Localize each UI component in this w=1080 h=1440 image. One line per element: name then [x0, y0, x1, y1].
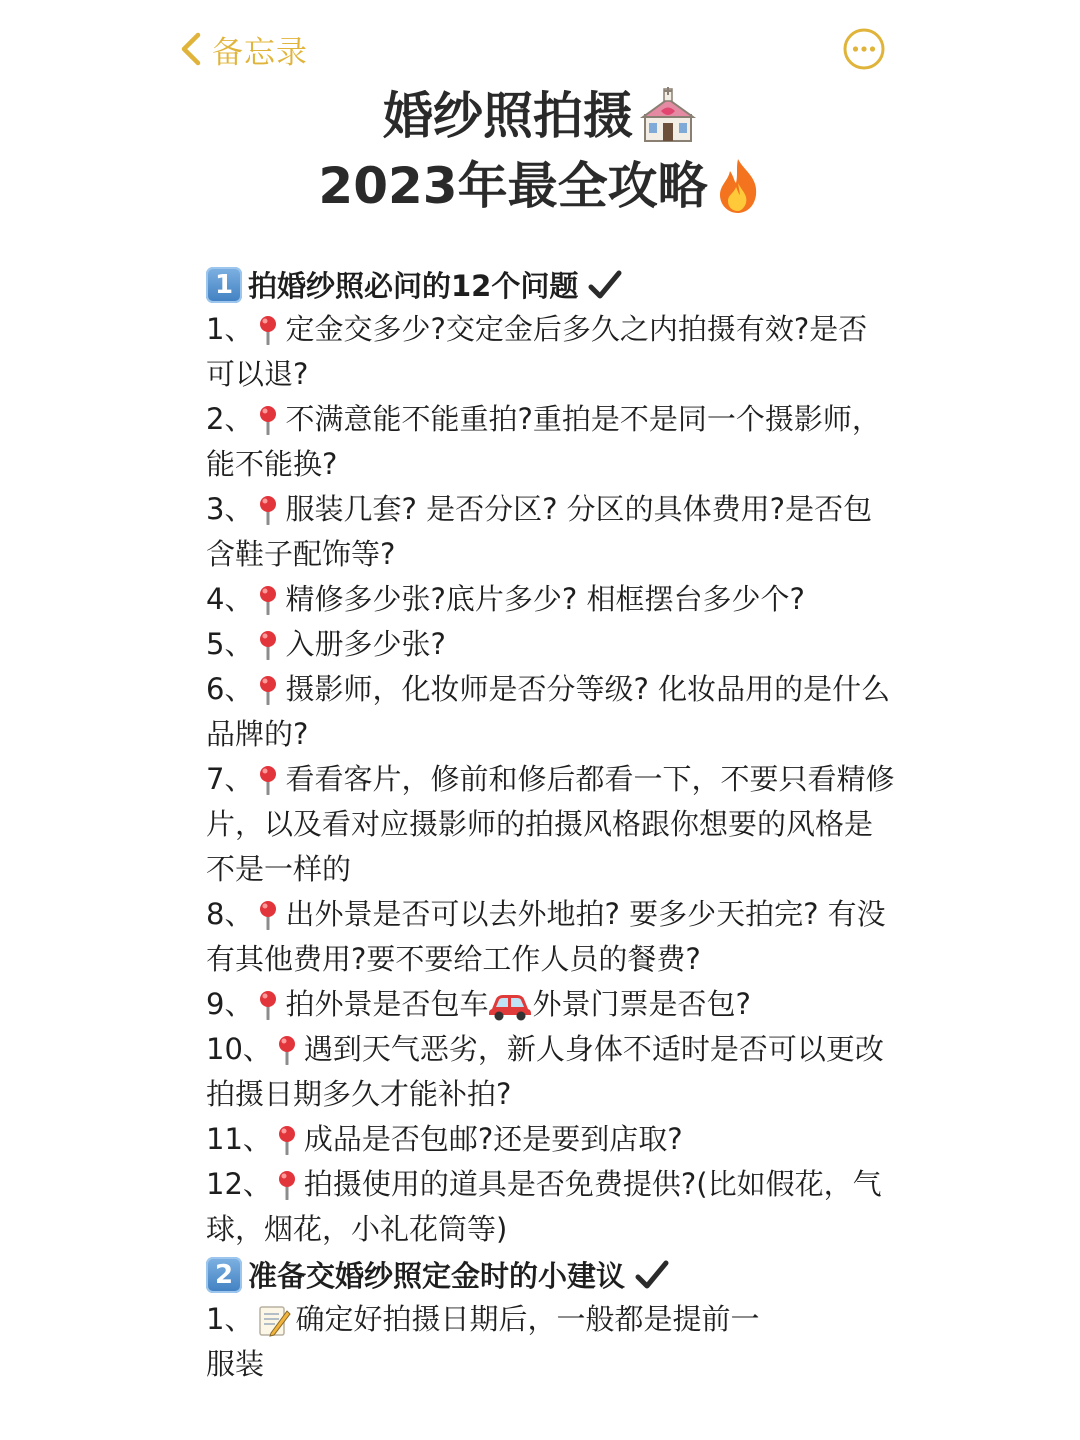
car-icon: [488, 989, 532, 1021]
round-pushpin-icon: [257, 765, 279, 795]
check-mark-icon: [588, 270, 622, 300]
round-pushpin-icon: [257, 630, 279, 660]
list-item: 10、 遇到天气恶劣，新人身体不适时是否可以更改拍摄日期多久才能补拍?: [206, 1032, 884, 1111]
more-options-icon: [842, 27, 886, 71]
more-options-button[interactable]: [842, 27, 886, 71]
fire-icon: [714, 157, 762, 215]
list-item: 8、 出外景是否可以去外地拍? 要多少天拍完? 有没有其他费用?要不要给工作人员的餐费?: [206, 897, 886, 976]
round-pushpin-icon: [276, 1125, 298, 1155]
round-pushpin-icon: [257, 495, 279, 525]
navbar: [0, 0, 1080, 90]
title-text-1: 婚纱照拍摄: [383, 87, 633, 145]
keycap-two-icon: 2: [206, 1257, 242, 1293]
list-item: 1、 确定好拍摄日期后，一般都是提前一 服装: [206, 1297, 896, 1387]
round-pushpin-icon: [257, 900, 279, 930]
title-line-1: [0, 82, 1080, 150]
round-pushpin-icon: [276, 1170, 298, 1200]
list-item: 4、 精修多少张?底片多少? 相框摆台多少个?: [206, 582, 805, 616]
note-body: [206, 262, 896, 1387]
round-pushpin-icon: [257, 315, 279, 345]
section-heading-2: [206, 1252, 896, 1297]
list-item: 2、 不满意能不能重拍?重拍是不是同一个摄影师，能不能换?: [206, 402, 881, 481]
round-pushpin-icon: [276, 1035, 298, 1065]
back-label: 备忘录: [212, 34, 308, 71]
note-title: [0, 82, 1080, 220]
list-item: 7、 看看客片，修前和修后都看一下，不要只看精修片，以及看对应摄影师的拍摄风格跟你想要的风格是不是一样的: [206, 762, 895, 886]
list-item: 9、 拍外景是否包车 外景门票是否包?: [206, 987, 751, 1021]
section-heading-1: [206, 262, 896, 307]
round-pushpin-icon: [257, 990, 279, 1020]
list-item: 1、 定金交多少?交定金后多久之内拍摄有效?是否可以退?: [206, 312, 868, 391]
title-line-2: [0, 152, 1080, 220]
round-pushpin-icon: [257, 675, 279, 705]
check-mark-icon: [635, 1260, 669, 1290]
fade-overlay: [759, 1303, 819, 1333]
memo-icon: [257, 1303, 291, 1337]
back-button[interactable]: [176, 26, 308, 72]
list-item: 5、 入册多少张?: [206, 627, 446, 661]
list-item: 12、 拍摄使用的道具是否免费提供?(比如假花，气球，烟花，小礼花筒等): [206, 1167, 882, 1246]
wedding-chapel-icon: [639, 87, 697, 145]
list-item: 6、 摄影师，化妆师是否分等级? 化妆品用的是什么品牌的?: [206, 672, 891, 751]
round-pushpin-icon: [257, 405, 279, 435]
list-item: 11、 成品是否包邮?还是要到店取?: [206, 1122, 683, 1156]
keycap-one-icon: 1: [206, 267, 242, 303]
list-item: 3、 服装几套? 是否分区? 分区的具体费用?是否包含鞋子配饰等?: [206, 492, 873, 571]
title-text-2: 2023年最全攻略: [318, 157, 708, 215]
chevron-left-icon: [176, 29, 206, 69]
section-heading-text: 准备交婚纱照定金时的小建议: [248, 1259, 626, 1293]
round-pushpin-icon: [257, 585, 279, 615]
section-heading-text: 拍婚纱照必问的12个问题: [248, 269, 579, 303]
